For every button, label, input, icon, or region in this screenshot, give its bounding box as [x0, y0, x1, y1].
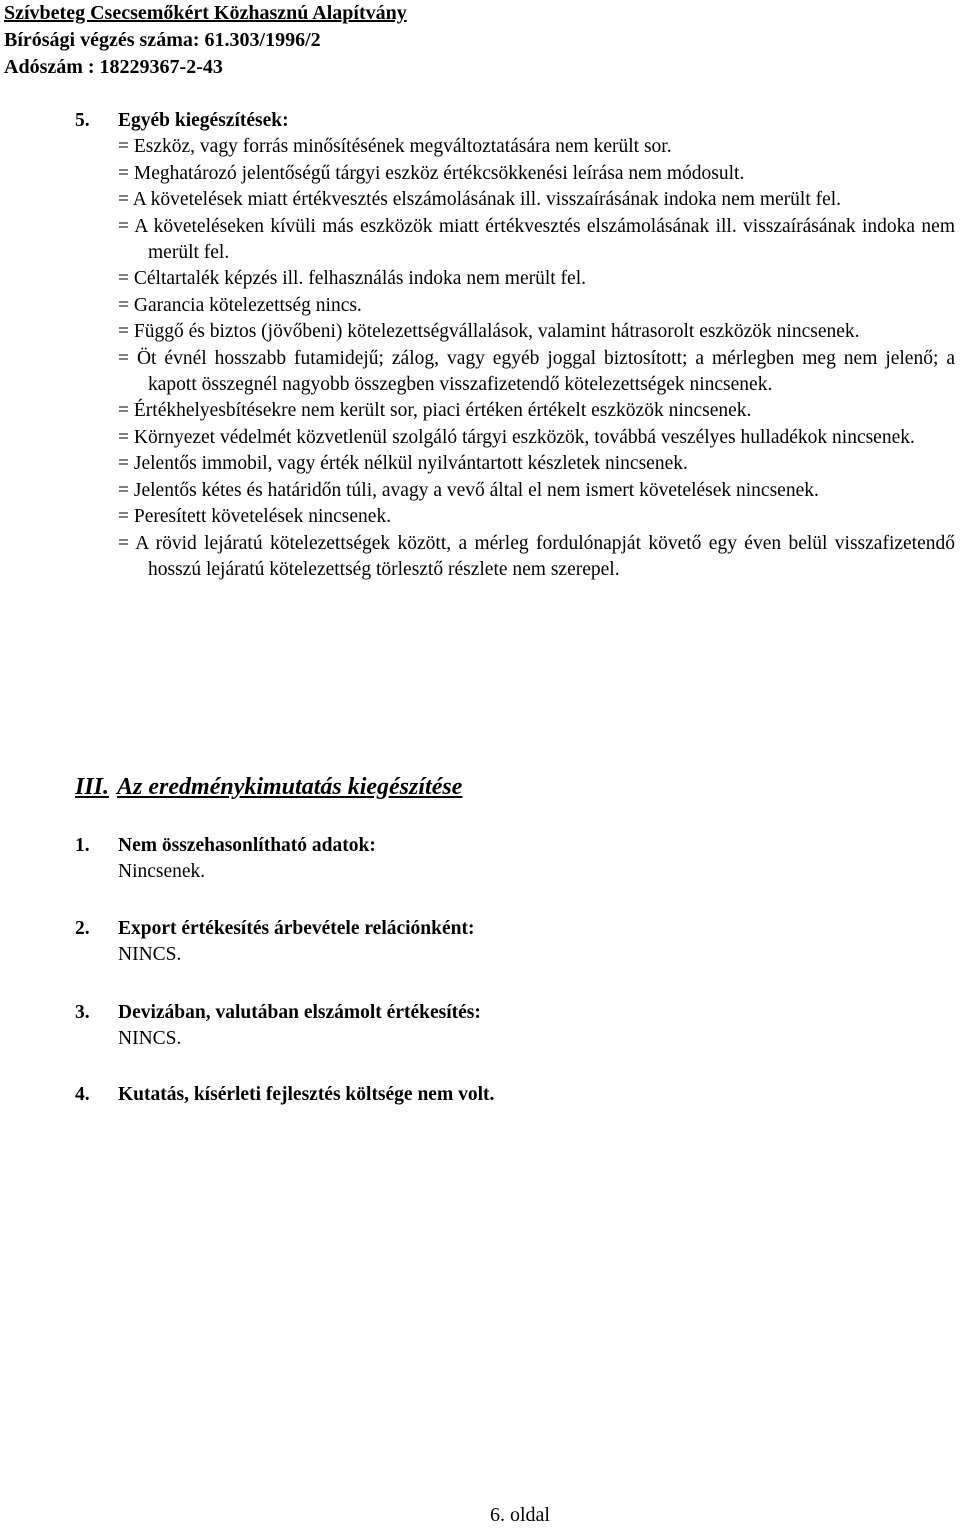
court-decision-number: Bírósági végzés száma: 61.303/1996/2 — [4, 29, 321, 51]
item-title: Nem összehasonlítható adatok: — [118, 835, 376, 856]
list-item: = A rövid lejáratú kötelezettségek között, a mérleg fordulónapját követő egy éven belül visszafizetendő hosszú lejáratú kötelezettség törlesztő részlete nem szerepel. — [118, 532, 955, 580]
item-number: 2. — [75, 918, 90, 939]
section-title: Egyéb kiegészítések: — [118, 110, 289, 131]
list-item: = Garancia kötelezettség nincs. — [118, 294, 362, 316]
part-item-3 — [75, 1000, 955, 1053]
part-title-text: Az eredménykimutatás kiegészítése — [117, 774, 463, 800]
organization-name: Szívbeteg Csecsemőkért Közhasznú Alapítvány — [4, 2, 407, 24]
item-number: 1. — [75, 835, 90, 856]
list-item: = Eszköz, vagy forrás minősítésének megváltoztatására nem került sor. — [118, 136, 672, 158]
list-item: = Környezet védelmét közvetlenül szolgáló tárgyi eszközök, továbbá veszélyes hulladékok nincsenek. — [118, 426, 915, 448]
item-value: NINCS. — [118, 944, 182, 966]
item-title: Kutatás, kísérleti fejlesztés költsége nem volt. — [118, 1084, 495, 1105]
list-item: = Jelentős kétes és határidőn túli, avagy a vevő által el nem ismert követelések nincsenek. — [118, 479, 819, 501]
page-footer — [0, 1502, 960, 1528]
section-other-supplements — [75, 108, 955, 583]
list-item: = A követeléseken kívüli más eszközök miatt értékvesztés elszámolásának ill. visszaírásának indoka nem merült fel. — [118, 215, 955, 264]
list-item: = A követelések miatt értékvesztés elszámolásának ill. visszaírásának indoka nem merült fel. — [118, 189, 842, 211]
item-title: Devizában, valutában elszámolt értékesítés: — [118, 1002, 481, 1023]
part-title — [75, 772, 462, 802]
list-item: = Jelentős immobil, vagy érték nélkül nyilvántartott készletek nincsenek. — [118, 453, 688, 475]
item-value: NINCS. — [118, 1028, 182, 1050]
part-roman-number: III. — [75, 774, 110, 800]
list-item: = Céltartalék képzés ill. felhasználás indoka nem merült fel. — [118, 268, 586, 290]
document-header — [4, 0, 944, 81]
list-item: = Öt évnél hosszabb futamidejű; zálog, vagy egyéb joggal biztosított; a mérlegben meg nem jelenő; a kapott összegnél nagyobb összegben visszafizetendő kötelezettségek nincsenek. — [118, 347, 955, 396]
item-value: Nincsenek. — [118, 861, 206, 883]
item-title: Export értékesítés árbevétele relációnként: — [118, 918, 475, 939]
item-number: 3. — [75, 1002, 90, 1023]
list-item: = Függő és biztos (jövőbeni) kötelezettségvállalások, valamint hátrasorolt eszközök nincsenek. — [118, 321, 860, 343]
item-number: 4. — [75, 1084, 90, 1105]
page-number: 6. oldal — [490, 1504, 550, 1526]
list-item: = Peresített követelések nincsenek. — [118, 506, 392, 528]
part-item-4 — [75, 1082, 955, 1108]
part-item-1 — [75, 833, 955, 886]
section-number: 5. — [75, 110, 90, 131]
tax-number: Adószám : 18229367-2-43 — [4, 56, 223, 78]
part-item-2 — [75, 916, 955, 969]
section-heading — [75, 108, 955, 134]
list-item: = Értékhelyesbítésekre nem került sor, piaci értéken értékelt eszközök nincsenek. — [118, 400, 752, 422]
list-item: = Meghatározó jelentőségű tárgyi eszköz értékcsökkenési leírása nem módosult. — [118, 162, 745, 184]
supplement-list — [118, 134, 955, 583]
